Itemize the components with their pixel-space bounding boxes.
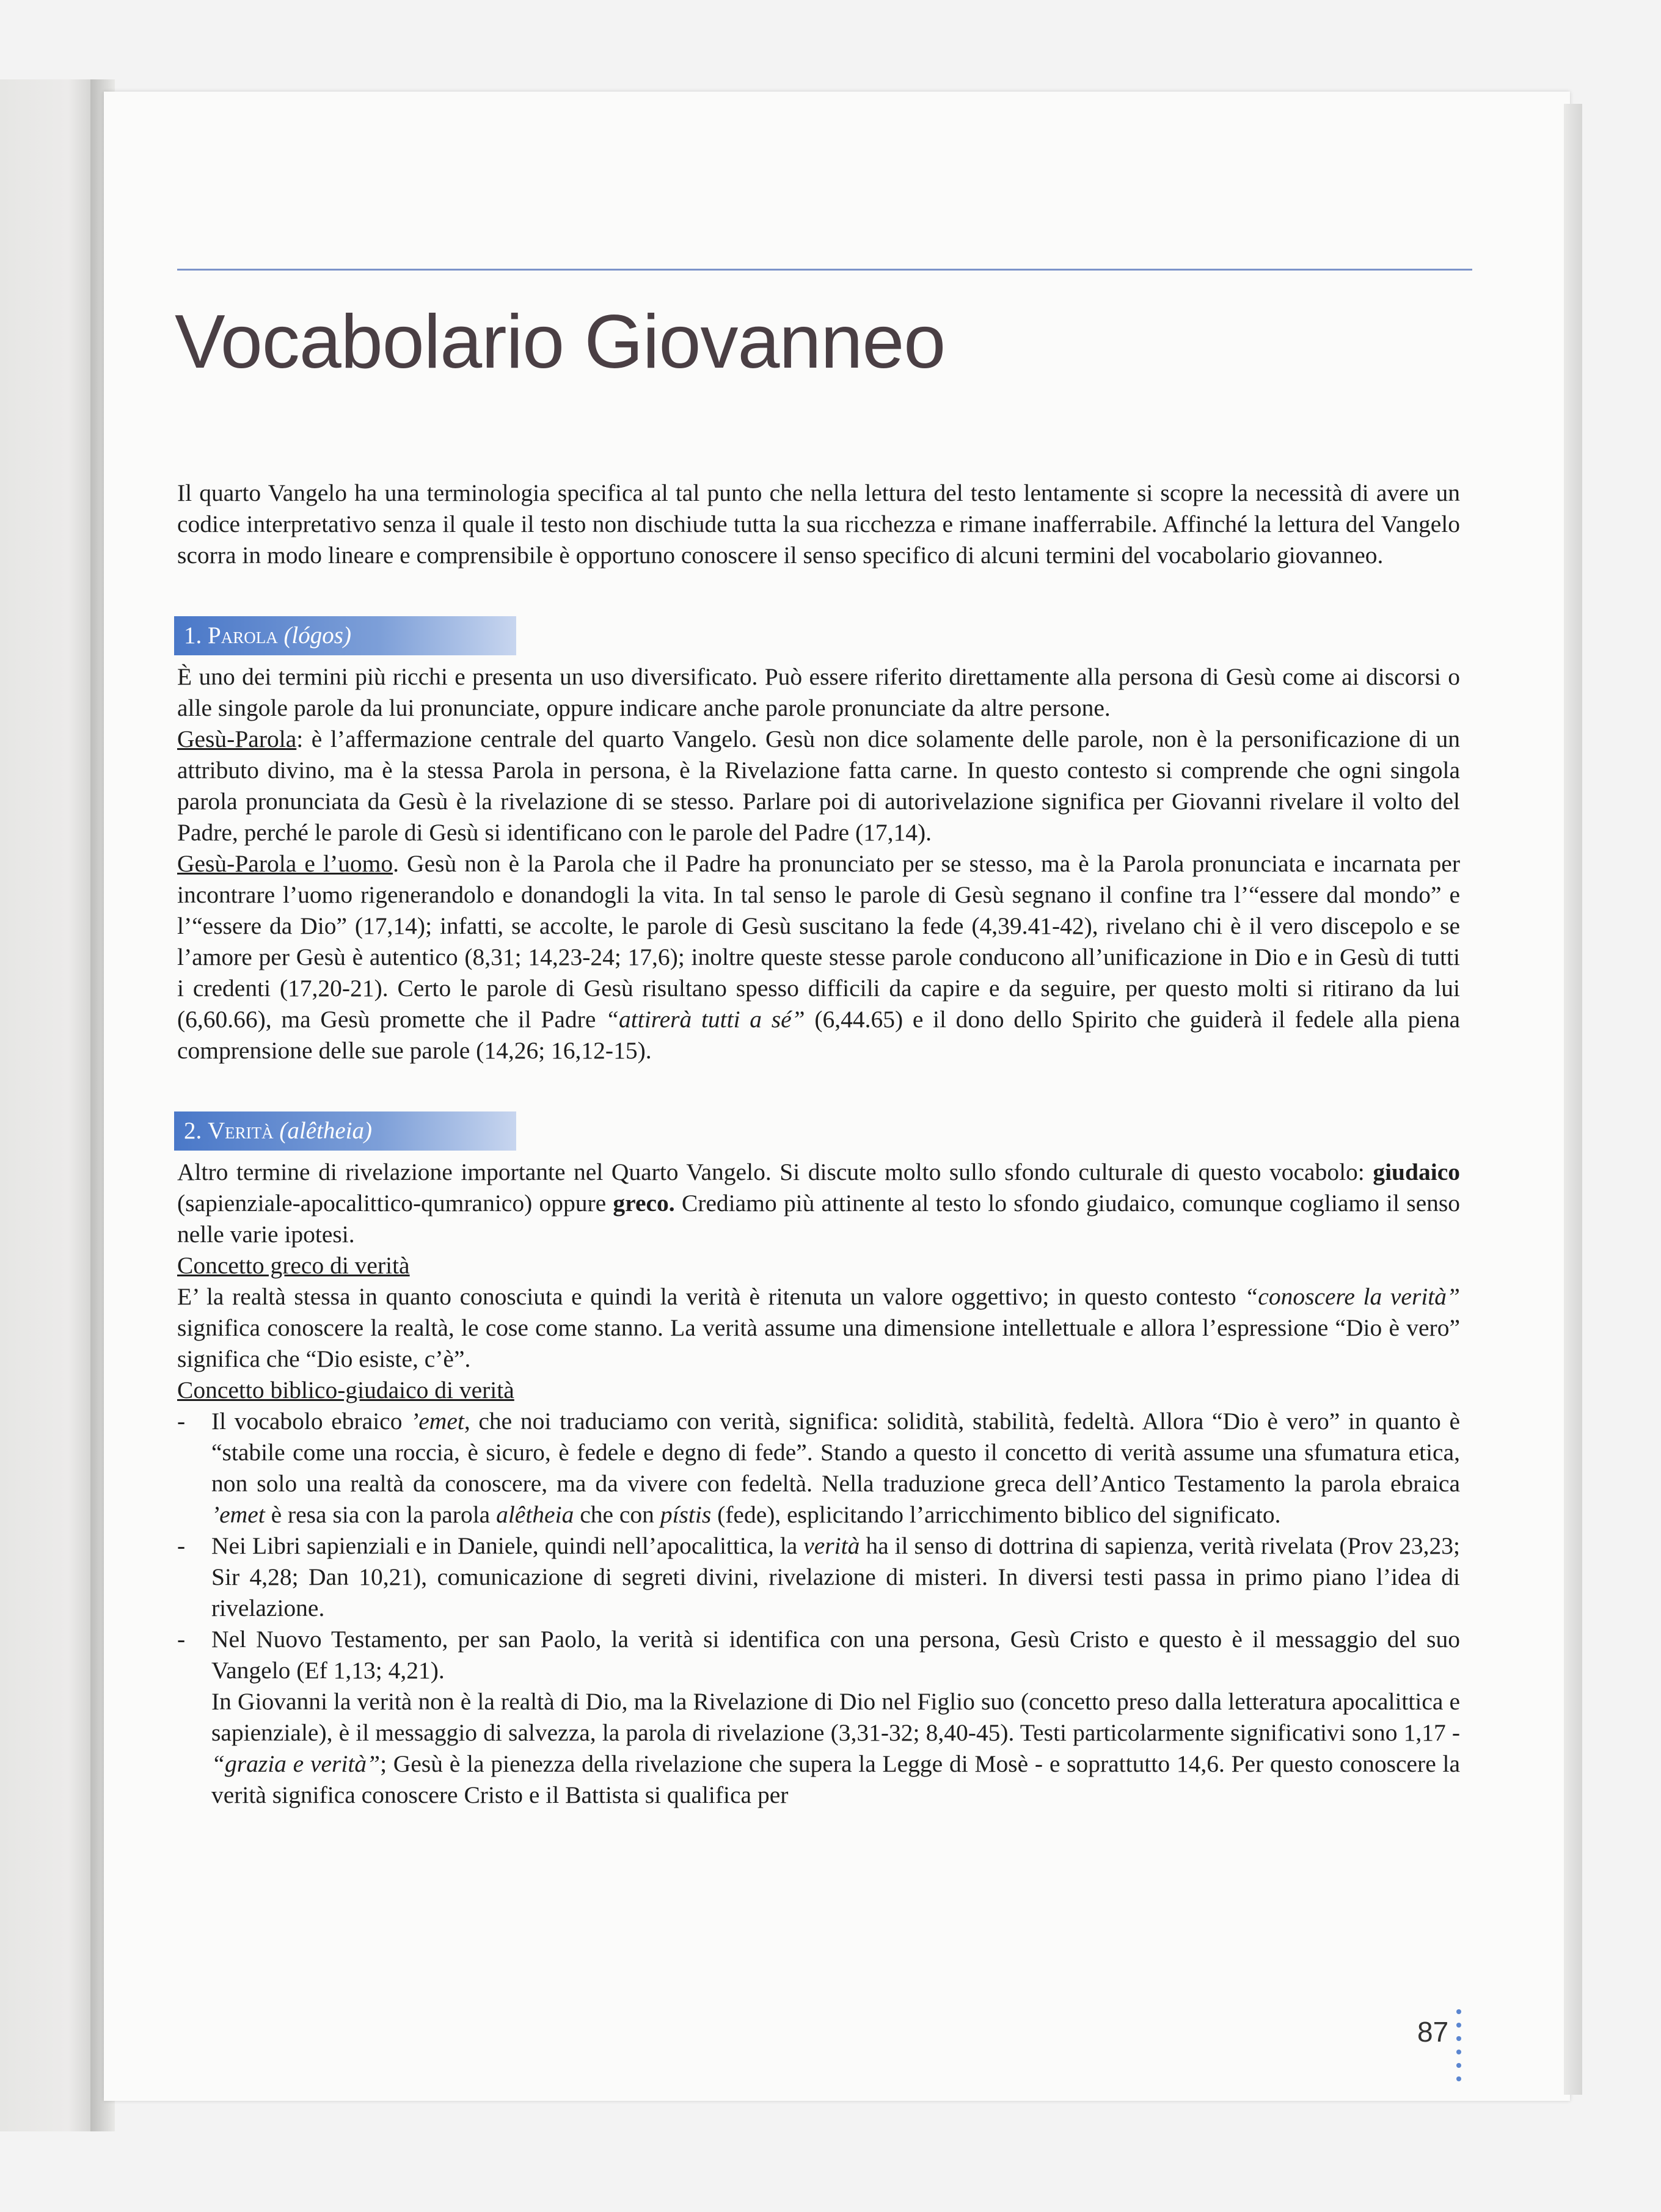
decorative-dots — [1456, 2009, 1461, 2090]
left-page-edge — [0, 79, 98, 2131]
page-right-edge — [1564, 104, 1582, 2095]
section-2-term: Verità — [208, 1118, 274, 1144]
article-body — [177, 478, 1460, 1811]
section-1-term: Parola — [208, 622, 278, 649]
section-1-number: 1. — [184, 622, 202, 649]
greek-concept-heading: Concetto greco di verità — [177, 1252, 410, 1279]
section-2-heading — [174, 1111, 516, 1151]
section-1-subparagraph-1: Gesù-Parola: è l’affermazione centrale del quarto Vangelo. Gesù non dice solamente delle parole, non è la personificazione di un attributo divino, ma è la stessa Parola in persona, è la Rivelazione fatta carne. In questo contesto si comprende che ogni singola parola pronunciata da Gesù è la rivelazione di se stesso. Parlare poi di autorivelazione significa per Giovanni rivelare il volto del Padre, perché le parole di Gesù si identificano con le parole del Padre (17,14). — [177, 726, 1460, 846]
sub-label-gesu-parola: Gesù-Parola — [177, 726, 297, 752]
biblical-concept-heading: Concetto biblico-giudaico di verità — [177, 1377, 514, 1403]
page-title: Vocabolario Giovanneo — [175, 300, 946, 384]
section-1-heading — [174, 616, 516, 655]
list-item: - Nel Nuovo Testamento, per san Paolo, la verità si identifica con una persona, Gesù Cristo e questo è il messaggio del suo Vangelo (Ef 1,13; 4,21). — [177, 1626, 1460, 1684]
title-rule — [177, 269, 1472, 271]
intro-paragraph: Il quarto Vangelo ha una terminologia specifica al tal punto che nella lettura del testo lentamente si scopre la necessità di avere un codice interpretativo senza il quale il testo non dischiude tutta la sua ricchezza e rimane inafferrabile. Affinché la lettura del Vangelo scorra in modo lineare e comprensibile è opportuno conoscere il senso specifico di alcuni termini del vocabolario giovanneo. — [177, 479, 1460, 569]
page-number: 87 — [1417, 2016, 1449, 2048]
biblical-concept-list — [177, 1406, 1460, 1686]
sub-label-gesu-parola-uomo: Gesù-Parola e l’uomo — [177, 850, 393, 877]
section-1-paragraph: È uno dei termini più ricchi e presenta un uso diversificato. Può essere riferito direttamente alla persona di Gesù come ai discorsi o alle singole parole da lui pronunciate, oppure indicare anche parole pronunciate da altre persone. — [177, 663, 1460, 721]
section-2-greek: (alêtheia) — [279, 1118, 373, 1144]
greek-concept-paragraph: E’ la realtà stessa in quanto conosciuta e quindi la verità è ritenuta un valore oggettivo; in questo contesto “conoscere la verità” significa conoscere la realtà, le cose come stanno. La verità assume una dimensione intellettuale e allora l’espressione “Dio è vero” significa che “Dio esiste, c’è”. — [177, 1283, 1460, 1372]
list-item: - Nei Libri sapienziali e in Daniele, quindi nell’apocalittica, la verità ha il senso di dottrina di sapienza, verità rivelata (Prov 23,23; Sir 4,28; Dan 10,21), comunicazione di segreti divini, rivelazione di misteri. In diversi testi passa in primo piano l’idea di rivelazione. — [177, 1532, 1460, 1621]
section-1-greek: (lógos) — [283, 622, 351, 649]
giovanni-paragraph: In Giovanni la verità non è la realtà di Dio, ma la Rivelazione di Dio nel Figlio suo (concetto preso dalla letteratura apocalittica e sapienziale), è il messaggio di salvezza, la parola di rivelazione (3,31-32; 8,40-45). Testi particolarmente significativi sono 1,17 - “grazia e verità”; Gesù è la pienezza della rivelazione che supera la Legge di Mosè - e soprattutto 14,6. Per questo conoscere la verità significa conoscere Cristo e il Battista si qualifica per — [211, 1688, 1461, 1808]
list-item: - Il vocabolo ebraico ’emet, che noi traduciamo con verità, significa: solidità, stabilità, fedeltà. Allora “Dio è vero” in quanto è “stabile come una roccia, è sicuro, è fedele e degno di fede”. Stando a questo il concetto di verità assume una sfumatura etica, non solo una realtà da conoscere, ma da vivere con fedeltà. Nella traduzione greca dell’Antico Testamento la parola ebraica ’emet è resa sia con la parola alêtheia che con pístis (fede), esplicitando l’arricchimento biblico del significato. — [177, 1408, 1461, 1528]
section-1-subparagraph-2: Gesù-Parola e l’uomo. Gesù non è la Parola che il Padre ha pronunciato per se stesso, ma è la Parola pronunciata e incarnata per incontrare l’uomo rigenerandolo e donandogli la vita. In tal senso le parole di Gesù segnano il confine tra l’“essere dal mondo” e l’“essere da Dio” (17,14); infatti, se accolte, le parole di Gesù suscitano la fede (4,39.41-42), rivelano chi è il vero discepolo e se l’amore per Gesù è autentico (8,31; 14,23-24; 17,6); inoltre queste stesse parole conducono all’unificazione in Dio e in Gesù di tutti i credenti (17,20-21). Certo le parole di Gesù risultano spesso difficili da capire e da seguire, per questo molti si ritirano da lui (6,60.66), ma Gesù promette che il Padre “attirerà tutti a sé” (6,44.65) e il dono dello Spirito che guiderà il fedele alla piena comprensione delle sue parole (14,26; 16,12-15). — [177, 850, 1460, 1064]
section-2-number: 2. — [184, 1118, 202, 1144]
section-2-paragraph: Altro termine di rivelazione importante nel Quarto Vangelo. Si discute molto sullo sfondo culturale di questo vocabolo: giudaico (sapienziale-apocalittico-qumranico) oppure greco. Crediamo più attinente al testo lo sfondo giudaico, comunque cogliamo il senso nelle varie ipotesi. — [177, 1159, 1460, 1248]
